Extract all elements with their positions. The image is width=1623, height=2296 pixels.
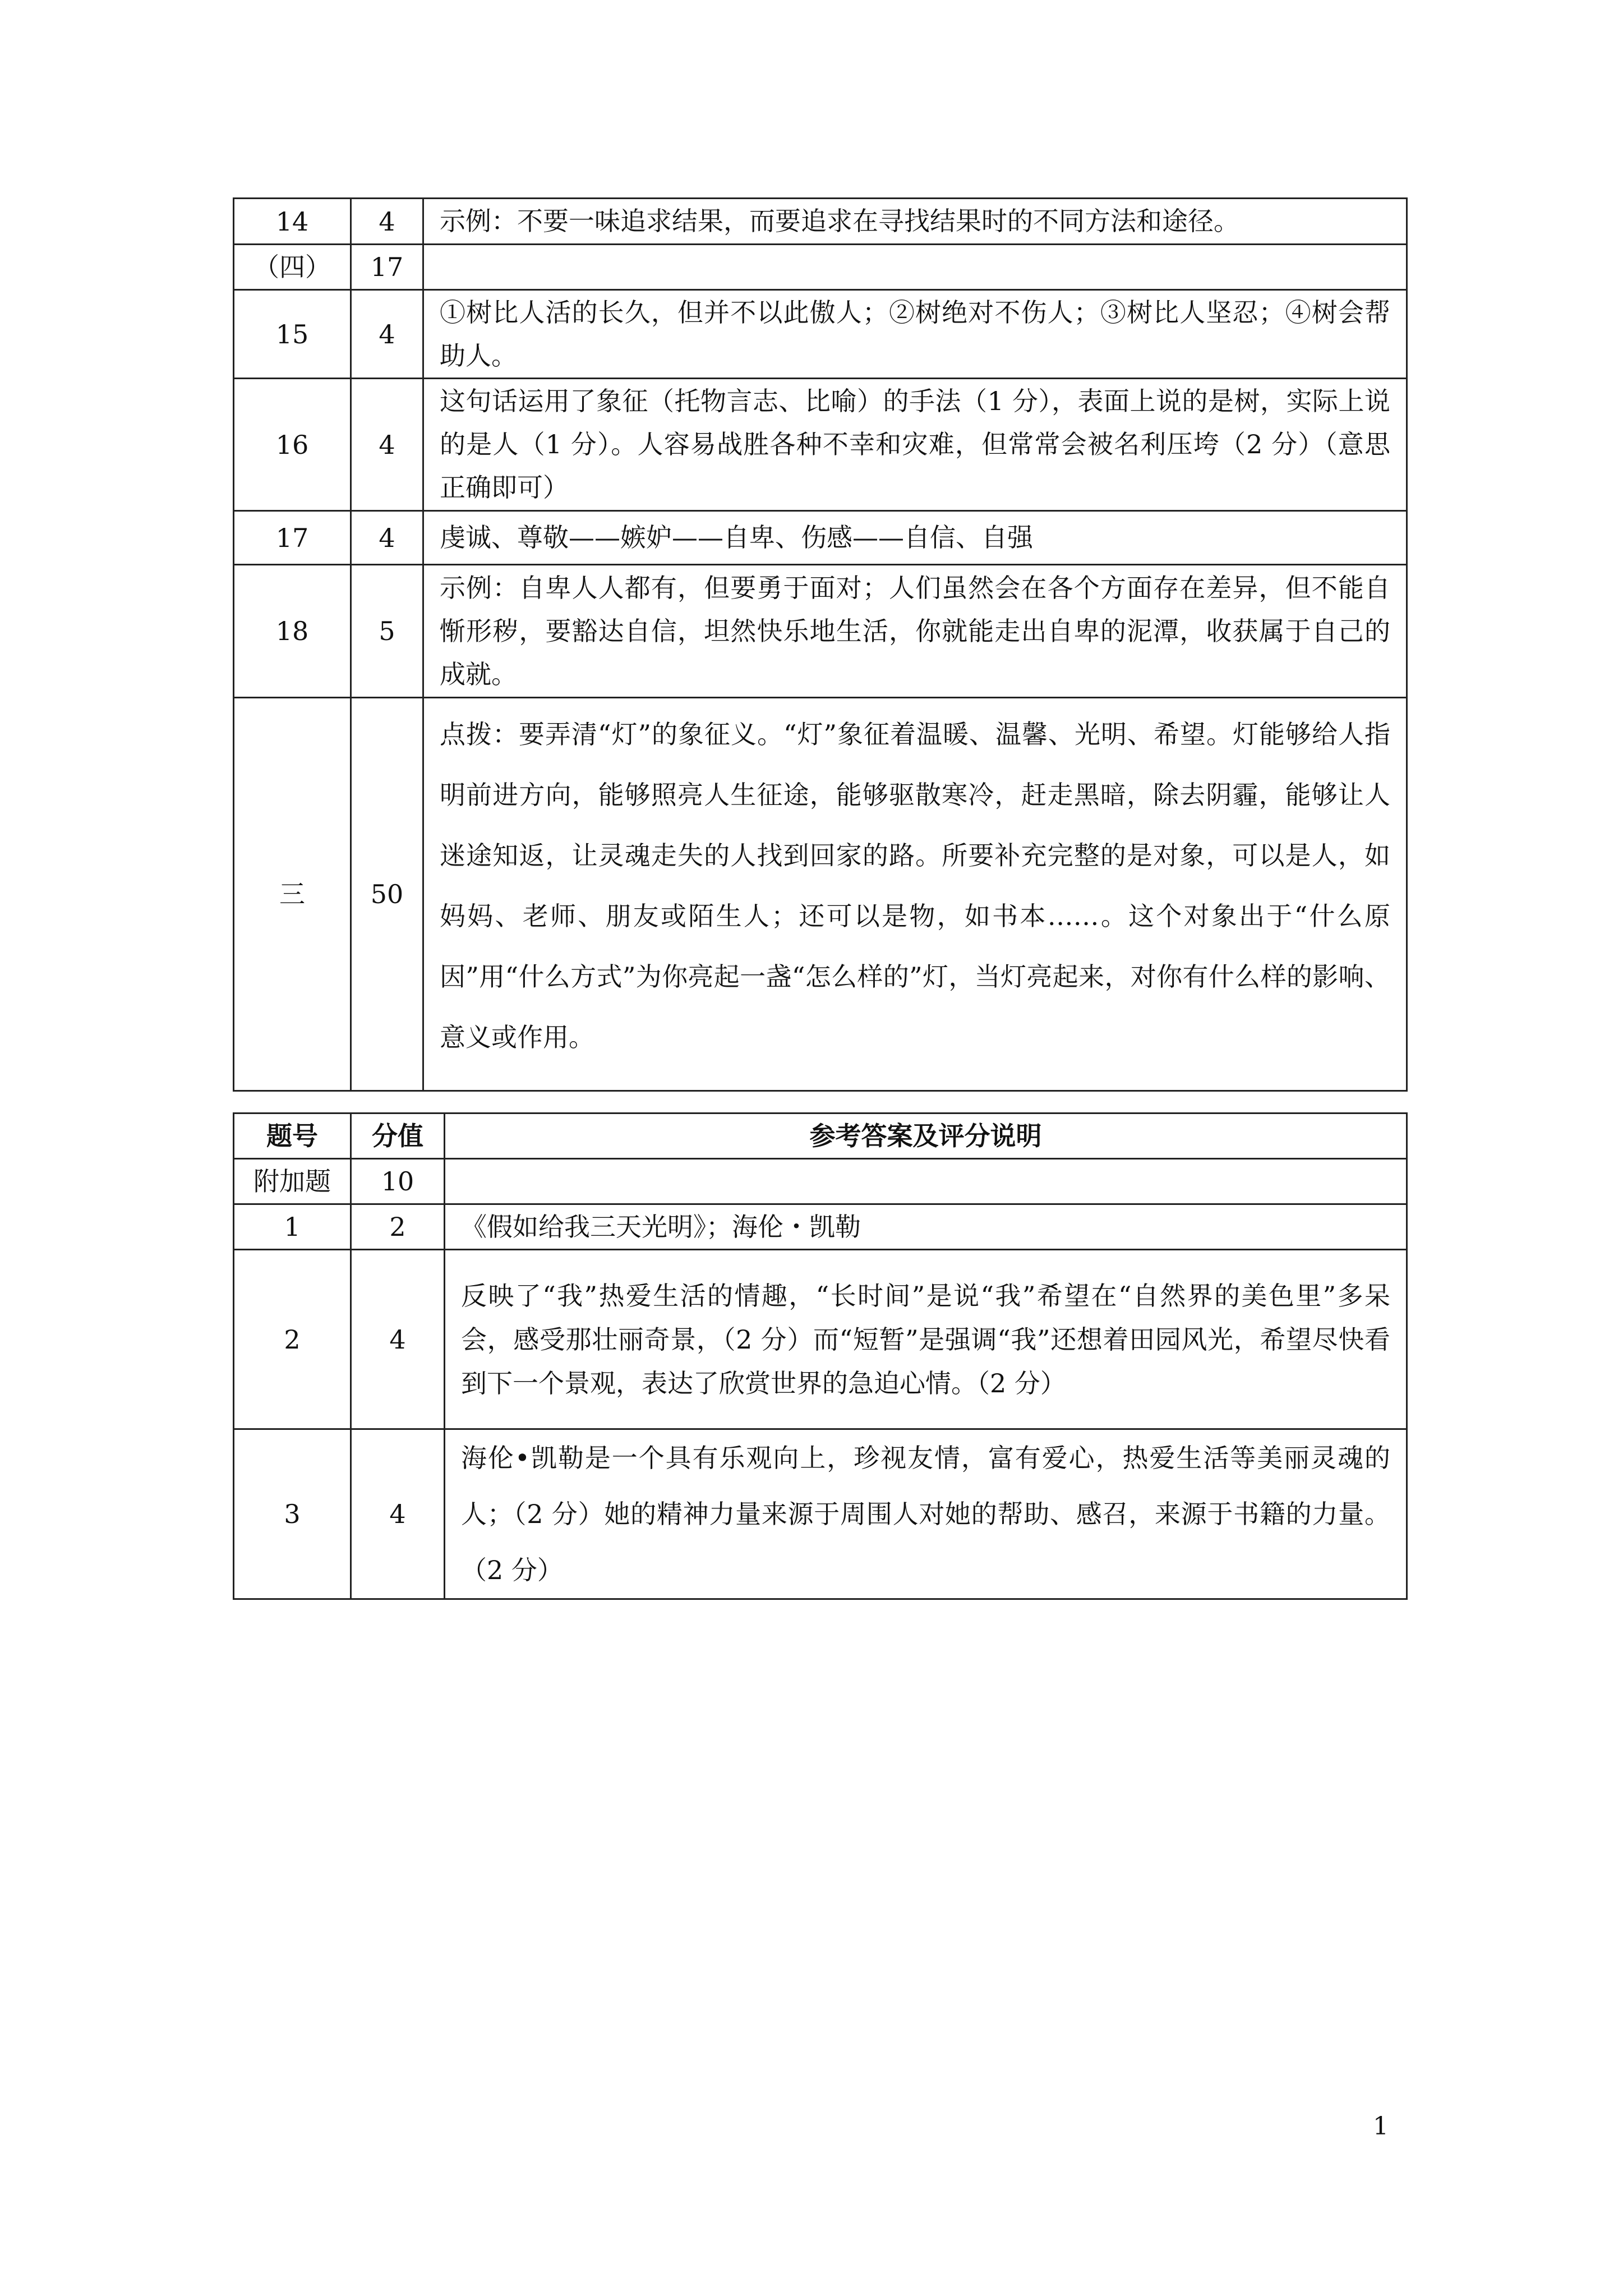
score-value: 17 xyxy=(351,245,423,290)
table-row xyxy=(234,698,1407,1091)
table-row xyxy=(234,1250,1407,1429)
question-number: 2 xyxy=(234,1250,351,1429)
table-row xyxy=(234,1204,1407,1250)
answer-text: 反映了“我”热爱生活的情趣，“长时间”是说“我”希望在“自然界的美色里”多呆会，感受那壮丽奇景，（2 分）而“短暂”是强调“我”还想着田园风光，希望尽快看到下一个景观，表达了欣赏世界的急迫心情。（2 分） xyxy=(445,1250,1407,1429)
question-number: 15 xyxy=(234,290,351,379)
table-row xyxy=(234,245,1407,290)
answer-text xyxy=(423,245,1407,290)
section-label: 三 xyxy=(234,698,351,1091)
answer-text: 示例：不要一味追求结果，而要追求在寻找结果时的不同方法和途径。 xyxy=(423,199,1407,245)
page-number: 1 xyxy=(1373,2112,1389,2141)
answer-text: 这句话运用了象征（托物言志、比喻）的手法（1 分），表面上说的是树，实际上说的是人（1 分）。人容易战胜各种不幸和灾难，但常常会被名利压垮（2 分）（意思正确即可） xyxy=(423,379,1407,511)
table-row xyxy=(234,199,1407,245)
table-row xyxy=(234,1159,1407,1204)
table-row xyxy=(234,1429,1407,1599)
answer-text: 点拨：要弄清“灯”的象征义。“灯”象征着温暖、温馨、光明、希望。灯能够给人指明前进方向，能够照亮人生征途，能够驱散寒冷，赶走黑暗，除去阴霾，能够让人迷途知返，让灵魂走失的人找到回家的路。所要补充完整的是对象，可以是人，如妈妈、老师、朋友或陌生人；还可以是物，如书本……。这个对象出于“什么原因”用“什么方式”为你亮起一盏“怎么样的”灯，当灯亮起来，对你有什么样的影响、意义或作用。 xyxy=(423,698,1407,1091)
answer-table-2 xyxy=(233,1112,1408,1600)
question-number: 3 xyxy=(234,1429,351,1599)
score-value: 4 xyxy=(351,379,423,511)
answer-text: 海伦•凯勒是一个具有乐观向上，珍视友情，富有爱心，热爱生活等美丽灵魂的人；（2 分）她的精神力量来源于周围人对她的帮助、感召，来源于书籍的力量。（2 分） xyxy=(445,1429,1407,1599)
table-row xyxy=(234,511,1407,565)
header-answer: 参考答案及评分说明 xyxy=(445,1114,1407,1159)
answer-text: 虔诚、尊敬——嫉妒——自卑、伤感——自信、自强 xyxy=(423,511,1407,565)
question-number: 1 xyxy=(234,1204,351,1250)
table-row xyxy=(234,565,1407,698)
header-score: 分值 xyxy=(351,1114,445,1159)
score-value: 2 xyxy=(351,1204,445,1250)
question-number: 14 xyxy=(234,199,351,245)
answer-text xyxy=(445,1159,1407,1204)
score-value: 4 xyxy=(351,290,423,379)
section-label: （四） xyxy=(234,245,351,290)
score-value: 50 xyxy=(351,698,423,1091)
answer-table-1 xyxy=(233,197,1408,1092)
answer-text: 《假如给我三天光明》；海伦・凯勒 xyxy=(445,1204,1407,1250)
score-value: 5 xyxy=(351,565,423,698)
header-question-number: 题号 xyxy=(234,1114,351,1159)
score-value: 4 xyxy=(351,511,423,565)
answer-text: ①树比人活的长久，但并不以此傲人；②树绝对不伤人；③树比人坚忍；④树会帮助人。 xyxy=(423,290,1407,379)
answer-text: 示例：自卑人人都有，但要勇于面对；人们虽然会在各个方面存在差异，但不能自惭形秽，要豁达自信，坦然快乐地生活，你就能走出自卑的泥潭，收获属于自己的成就。 xyxy=(423,565,1407,698)
table-header-row xyxy=(234,1114,1407,1159)
question-number: 16 xyxy=(234,379,351,511)
score-value: 4 xyxy=(351,1250,445,1429)
table-row xyxy=(234,290,1407,379)
score-value: 10 xyxy=(351,1159,445,1204)
section-label: 附加题 xyxy=(234,1159,351,1204)
score-value: 4 xyxy=(351,199,423,245)
table-row xyxy=(234,379,1407,511)
question-number: 18 xyxy=(234,565,351,698)
question-number: 17 xyxy=(234,511,351,565)
score-value: 4 xyxy=(351,1429,445,1599)
